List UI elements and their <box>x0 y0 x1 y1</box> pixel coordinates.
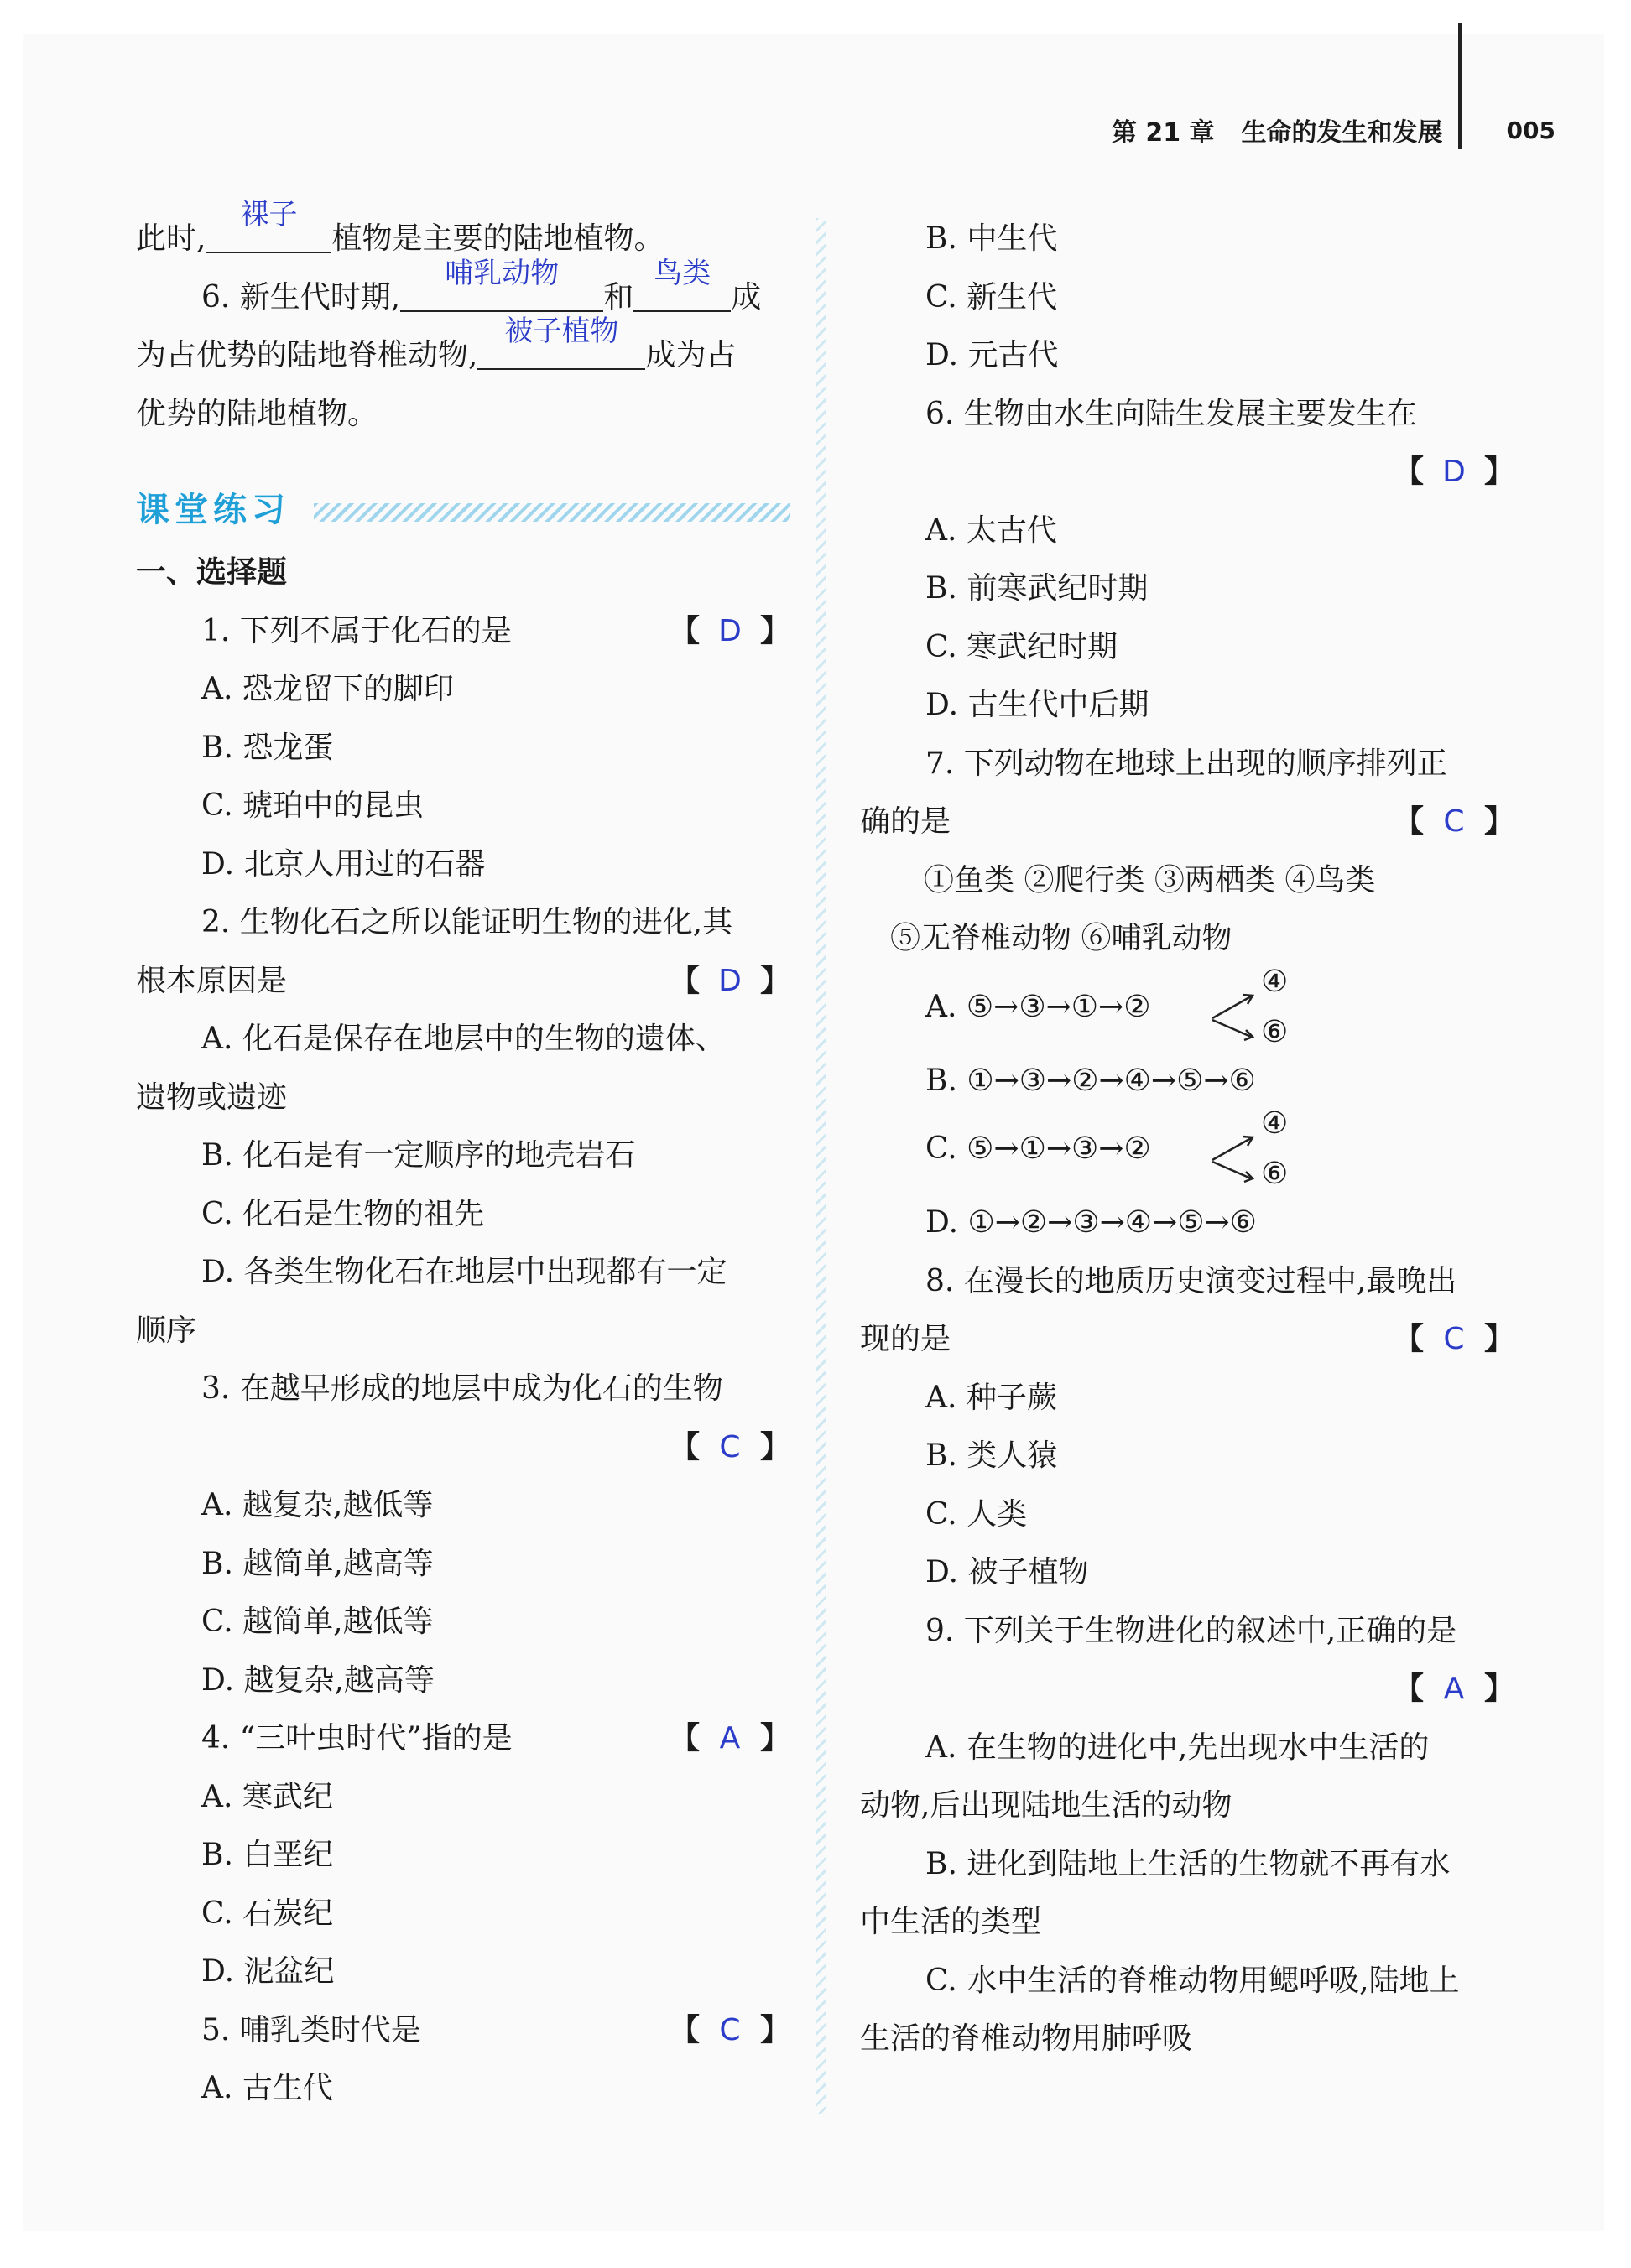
option: B. 越简单,越高等 <box>201 1546 434 1581</box>
text: 成 <box>731 279 762 315</box>
option: B. 进化到陆地上生活的生物就不再有水 <box>925 1846 1451 1881</box>
question-text: 5. 哺乳类时代是 <box>201 2012 421 2047</box>
answer-bracket: 【 D 】 <box>1394 443 1514 502</box>
option: A. 在生物的进化中,先出现水中生活的 <box>925 1730 1430 1765</box>
answer-bracket: 【 C 】 <box>670 1418 790 1477</box>
question-1 <box>136 602 790 661</box>
answer-bracket: 【 A 】 <box>670 1709 790 1768</box>
option: C. 石炭纪 <box>201 1896 334 1931</box>
option: B. 前寒武纪时期 <box>925 571 1149 606</box>
option: C. 化石是生物的祖先 <box>201 1196 485 1231</box>
question-4 <box>136 1709 790 1768</box>
branch-up: ④ <box>1261 964 1289 999</box>
answer-bracket: 【 C 】 <box>670 2001 790 2060</box>
section-hatch <box>314 503 790 522</box>
option: D. 泥盆纪 <box>201 1954 335 1989</box>
option: D. 越复杂,越高等 <box>201 1662 435 1698</box>
option: A. 化石是保存在地层中的生物的遗体、 <box>201 1022 726 1056</box>
option: A. 种子蕨 <box>925 1380 1057 1415</box>
option: C. 越简单,越低等 <box>201 1605 434 1639</box>
section-title: 课堂练习 <box>136 491 290 529</box>
option: B. 恐龙蛋 <box>201 730 334 765</box>
question-7: 7. 下列动物在地球上出现的顺序排列正 <box>925 746 1447 781</box>
handwritten-answer: 鸟类 <box>654 256 711 290</box>
answer-letter: D <box>1442 455 1466 489</box>
handwritten-answer: 裸子 <box>240 198 298 231</box>
answer-blank <box>633 256 731 312</box>
option-cont: 动物,后出现陆地生活的动物 <box>860 1788 1232 1823</box>
option: A. 寒武纪 <box>201 1779 333 1814</box>
option-text: C. ⑤→①→③→② <box>925 1131 1151 1166</box>
option-text: A. ⑤→③→①→② <box>925 989 1151 1024</box>
option: A. 古生代 <box>201 2071 333 2105</box>
option-branch <box>860 964 1514 1052</box>
answer-bracket: 【 C 】 <box>1394 793 1514 851</box>
option: C. 人类 <box>925 1496 1028 1532</box>
answer-letter: C <box>719 1429 741 1464</box>
chapter-heading <box>1112 112 1443 148</box>
option: D. 北京人用过的石器 <box>201 846 486 882</box>
item-list: ⑤无脊椎动物 ⑥哺乳动物 <box>890 921 1232 955</box>
page-header <box>1112 101 1555 159</box>
handwritten-answer: 被子植物 <box>504 315 619 348</box>
question-9: 9. 下列关于生物进化的叙述中,正确的是 <box>925 1613 1457 1648</box>
question-7-cont <box>860 793 1514 851</box>
option: A. 越复杂,越低等 <box>201 1488 434 1522</box>
handwritten-answer: 哺乳动物 <box>445 256 560 290</box>
question-9-bracket-line <box>860 1660 1514 1719</box>
answer-bracket: 【 D 】 <box>670 602 790 661</box>
text-line <box>136 315 790 385</box>
option: D. 各类生物化石在地层中出现都有一定 <box>201 1255 727 1289</box>
option: B. 化石是有一定顺序的地壳岩石 <box>201 1138 636 1173</box>
option: D. 元古代 <box>925 338 1059 372</box>
answer-letter: D <box>718 963 742 998</box>
branch-up: ④ <box>1261 1106 1289 1141</box>
option: C. 寒武纪时期 <box>925 629 1118 664</box>
option-branch <box>860 1106 1514 1194</box>
option: B. 中生代 <box>925 221 1058 256</box>
column-divider <box>816 218 826 2114</box>
option-cont: 遗物或遗迹 <box>136 1079 288 1115</box>
answer-bracket: 【 C 】 <box>1394 1310 1514 1369</box>
option: B. 白垩纪 <box>201 1838 334 1872</box>
question-8: 8. 在漫长的地质历史演变过程中,最晚出 <box>925 1263 1457 1298</box>
option: B. ①→③→②→④→⑤→⑥ <box>925 1063 1256 1098</box>
question-2-cont <box>136 952 790 1011</box>
option: C. 新生代 <box>925 279 1058 315</box>
answer-letter: C <box>1443 1322 1465 1356</box>
option: B. 类人猿 <box>925 1438 1058 1473</box>
question-3-bracket-line <box>136 1418 790 1477</box>
answer-blank <box>477 315 645 370</box>
option: C. 琥珀中的昆虫 <box>201 788 425 823</box>
question-8-cont <box>860 1310 1514 1369</box>
option-cont: 中生活的类型 <box>860 1905 1042 1939</box>
option: A. 太古代 <box>925 512 1057 548</box>
left-column <box>136 198 790 2118</box>
branch-down: ⑥ <box>1261 1014 1289 1049</box>
option: A. 恐龙留下的脚印 <box>201 672 454 706</box>
answer-blank <box>206 198 331 253</box>
question-text: 4. “三叶虫时代”指的是 <box>201 1721 513 1756</box>
question-3: 3. 在越早形成的地层中成为化石的生物 <box>201 1371 723 1406</box>
question-6-bracket-line <box>860 443 1514 502</box>
text: 6. 新生代时期, <box>201 279 401 315</box>
question-text: 现的是 <box>860 1322 951 1356</box>
text: 植物是主要的陆地植物。 <box>331 221 664 256</box>
answer-bracket: 【 D 】 <box>670 952 790 1011</box>
question-5 <box>136 2001 790 2060</box>
question-6: 6. 生物由水生向陆生发展主要发生在 <box>925 396 1417 431</box>
answer-letter: D <box>718 613 742 648</box>
header-rule <box>1458 23 1462 149</box>
answer-letter: C <box>719 2012 741 2047</box>
right-column <box>860 210 1514 2068</box>
text: 和 <box>603 279 634 315</box>
question-text: 1. 下列不属于化石的是 <box>201 613 512 648</box>
option: D. ①→②→③→④→⑤→⑥ <box>925 1205 1257 1240</box>
text: 此时, <box>136 221 206 256</box>
chapter-title: 生命的发生和发展 <box>1241 118 1443 148</box>
question-text: 根本原因是 <box>136 963 288 998</box>
answer-letter: A <box>1443 1672 1465 1706</box>
chapter-number: 第 21 章 <box>1111 118 1215 148</box>
option: D. 古生代中后期 <box>925 688 1149 722</box>
page-number: 005 <box>1506 116 1555 144</box>
answer-bracket: 【 A 】 <box>1394 1660 1514 1719</box>
text-line <box>136 256 790 327</box>
section-banner <box>136 443 790 544</box>
question-2: 2. 生物化石之所以能证明生物的进化,其 <box>201 905 733 939</box>
subheading: 一、选择题 <box>136 555 288 590</box>
option: C. 水中生活的脊椎动物用鳃呼吸,陆地上 <box>925 1963 1460 1998</box>
item-list: ①鱼类 ②爬行类 ③两栖类 ④鸟类 <box>924 862 1376 897</box>
option: D. 被子植物 <box>925 1555 1089 1589</box>
option-cont: 生活的脊椎动物用肺呼吸 <box>860 2021 1193 2056</box>
branch-down: ⑥ <box>1261 1157 1289 1191</box>
option-cont: 顺序 <box>136 1313 197 1348</box>
text: 为占优势的陆地脊椎动物, <box>136 338 478 372</box>
branch-arrows-icon <box>1211 1126 1261 1185</box>
answer-letter: C <box>1443 804 1465 839</box>
question-text: 确的是 <box>860 804 951 839</box>
answer-letter: A <box>719 1721 741 1756</box>
text: 成为占 <box>645 338 737 372</box>
text-line: 优势的陆地植物。 <box>136 396 378 431</box>
branch-arrows-icon <box>1211 985 1261 1043</box>
